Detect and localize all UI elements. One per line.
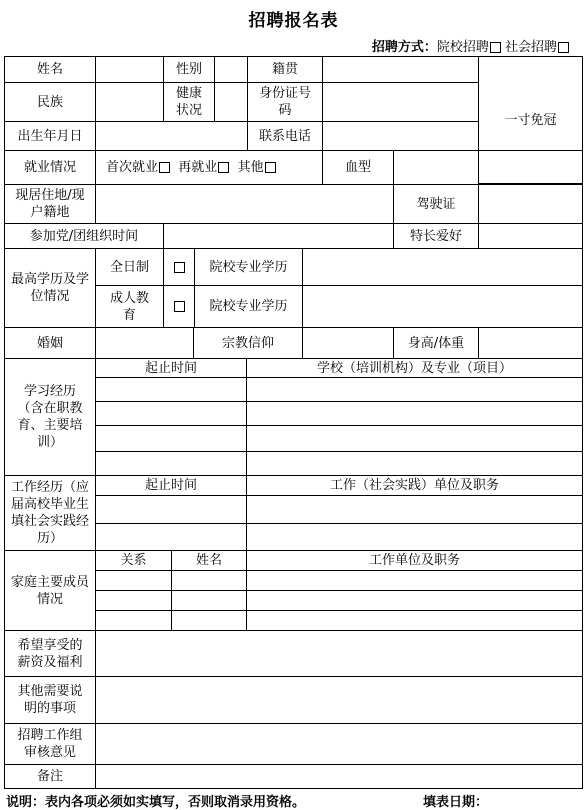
native-field[interactable] bbox=[322, 56, 479, 83]
campus-option-label: 院校招聘 bbox=[436, 40, 489, 55]
social-checkbox[interactable] bbox=[558, 42, 569, 53]
party-field[interactable] bbox=[163, 223, 394, 249]
study-school-cell[interactable] bbox=[246, 377, 583, 402]
religion-label: 宗教信仰 bbox=[193, 327, 303, 359]
phone-label: 联系电话 bbox=[247, 121, 323, 151]
id-number-label: 身份证号码 bbox=[247, 82, 323, 122]
address-field[interactable] bbox=[95, 184, 394, 224]
study-period-header: 起止时间 bbox=[95, 358, 247, 378]
name-label: 姓名 bbox=[4, 56, 96, 83]
form-title: 招聘报名表 bbox=[248, 11, 339, 31]
family-unit-header: 工作单位及职务 bbox=[246, 550, 583, 571]
fulltime-cell bbox=[163, 248, 195, 286]
photo-box[interactable]: 一寸免冠 bbox=[478, 56, 583, 184]
work-period-header: 起止时间 bbox=[95, 475, 247, 496]
campus-checkbox[interactable] bbox=[490, 42, 501, 53]
social-option-label: 社会招聘 bbox=[504, 40, 557, 55]
family-unit-cell[interactable] bbox=[246, 570, 583, 591]
other-notes-label: 其他需要说明的事项 bbox=[4, 676, 96, 724]
health-field[interactable] bbox=[214, 82, 248, 122]
work-unit-header: 工作（社会实践）单位及职务 bbox=[246, 475, 583, 496]
footer-note: 说明：表内各项必须如实填写，否则取消录用资格。 bbox=[6, 795, 306, 810]
ethnicity-field[interactable] bbox=[95, 82, 164, 122]
first-job-label: 首次就业 bbox=[106, 160, 159, 175]
adult-education-label: 成人教育 bbox=[95, 285, 164, 328]
study-school-cell[interactable] bbox=[246, 401, 583, 426]
first-job-checkbox[interactable] bbox=[159, 162, 170, 173]
family-unit-cell[interactable] bbox=[246, 590, 583, 611]
gender-label: 性别 bbox=[163, 56, 215, 83]
native-label: 籍贯 bbox=[247, 56, 323, 83]
other-employment-label: 其他 bbox=[237, 160, 264, 175]
family-unit-cell[interactable] bbox=[246, 610, 583, 631]
family-name-cell[interactable] bbox=[171, 590, 247, 611]
study-period-cell[interactable] bbox=[95, 425, 247, 452]
work-period-cell[interactable] bbox=[95, 495, 247, 524]
blood-type-field[interactable] bbox=[393, 150, 583, 185]
relation-cell[interactable] bbox=[95, 590, 172, 611]
re-employment-label: 再就业 bbox=[178, 160, 218, 175]
phone-field[interactable] bbox=[322, 121, 479, 151]
fulltime-school-field[interactable] bbox=[302, 248, 583, 286]
adult-school-field[interactable] bbox=[302, 285, 583, 328]
work-unit-cell[interactable] bbox=[246, 523, 583, 551]
height-weight-label: 身高/体重 bbox=[393, 327, 479, 359]
employment-options bbox=[95, 150, 323, 185]
study-school-header: 学校（培训机构）及专业（项目） bbox=[246, 358, 583, 378]
marriage-field[interactable] bbox=[95, 327, 194, 359]
work-history-label: 工作经历（应届高校毕业生填社会实践经历） bbox=[4, 475, 96, 551]
relation-header: 关系 bbox=[95, 550, 172, 571]
license-field[interactable] bbox=[478, 184, 583, 224]
study-period-cell[interactable] bbox=[95, 451, 247, 476]
name-field[interactable] bbox=[95, 56, 164, 83]
marriage-label: 婚姻 bbox=[4, 327, 96, 359]
id-number-field[interactable] bbox=[322, 82, 479, 122]
ethnicity-label: 民族 bbox=[4, 82, 96, 122]
study-history-label: 学习经历（含在职教育、主要培训） bbox=[4, 358, 96, 476]
religion-field[interactable] bbox=[302, 327, 394, 359]
employment-label: 就业情况 bbox=[4, 150, 96, 185]
party-label: 参加党/团组织时间 bbox=[4, 223, 164, 249]
study-period-cell[interactable] bbox=[95, 401, 247, 426]
work-period-cell[interactable] bbox=[95, 523, 247, 551]
other-employment-checkbox[interactable] bbox=[265, 162, 276, 173]
relation-cell[interactable] bbox=[95, 570, 172, 591]
health-label: 健康状况 bbox=[163, 82, 215, 122]
fulltime-label: 全日制 bbox=[95, 248, 164, 286]
birth-field[interactable] bbox=[95, 121, 248, 151]
recruit-method bbox=[372, 36, 569, 55]
remark-field[interactable] bbox=[95, 764, 583, 789]
review-opinion-field[interactable] bbox=[95, 723, 583, 765]
hobby-field[interactable] bbox=[478, 223, 583, 249]
remark-label: 备注 bbox=[4, 764, 96, 789]
application-form-table bbox=[4, 56, 583, 789]
study-school-cell[interactable] bbox=[246, 425, 583, 452]
study-period-cell[interactable] bbox=[95, 377, 247, 402]
other-notes-field[interactable] bbox=[95, 676, 583, 724]
education-label: 最高学历及学位情况 bbox=[4, 248, 96, 328]
salary-label: 希望享受的薪资及福利 bbox=[4, 630, 96, 677]
adult-checkbox[interactable] bbox=[174, 301, 185, 312]
family-name-cell[interactable] bbox=[171, 610, 247, 631]
family-label: 家庭主要成员情况 bbox=[4, 550, 96, 631]
relation-cell[interactable] bbox=[95, 610, 172, 631]
birth-label: 出生年月日 bbox=[4, 121, 96, 151]
family-name-header: 姓名 bbox=[171, 550, 247, 571]
footer bbox=[6, 791, 586, 810]
hobby-label: 特长爱好 bbox=[393, 223, 479, 249]
fulltime-checkbox[interactable] bbox=[174, 262, 185, 273]
blood-type-label: 血型 bbox=[322, 150, 394, 185]
license-label: 驾驶证 bbox=[393, 184, 479, 224]
fulltime-school-label: 院校专业学历 bbox=[194, 248, 303, 286]
study-school-cell[interactable] bbox=[246, 451, 583, 476]
address-label: 现居住地/现户籍地 bbox=[4, 184, 96, 224]
work-unit-cell[interactable] bbox=[246, 495, 583, 524]
gender-field[interactable] bbox=[214, 56, 248, 83]
review-opinion-label: 招聘工作组审核意见 bbox=[4, 723, 96, 765]
fill-date-label: 填表日期： bbox=[423, 795, 489, 810]
height-weight-field[interactable] bbox=[478, 327, 583, 359]
family-name-cell[interactable] bbox=[171, 570, 247, 591]
salary-field[interactable] bbox=[95, 630, 583, 677]
recruit-method-label: 招聘方式： bbox=[371, 40, 437, 55]
adult-school-label: 院校专业学历 bbox=[194, 285, 303, 328]
adult-cell bbox=[163, 285, 195, 328]
re-employment-checkbox[interactable] bbox=[218, 162, 229, 173]
